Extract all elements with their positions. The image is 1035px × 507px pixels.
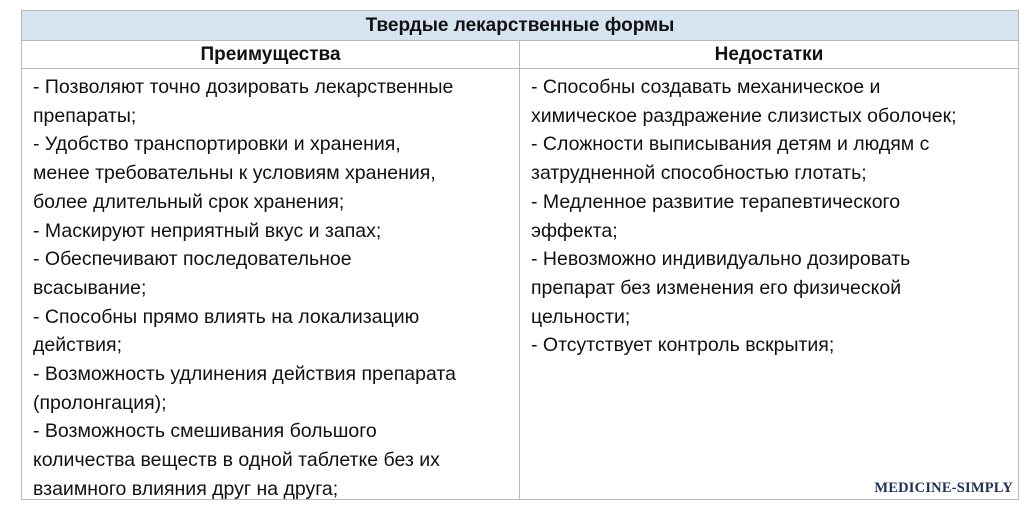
advantages-line: действия; (33, 334, 123, 357)
disadvantages-cell (520, 69, 1018, 499)
advantages-line: количества веществ в одной таблетке без их (33, 449, 440, 472)
disadvantages-line: - Невозможно индивидуально дозировать (531, 248, 911, 271)
disadvantages-line: - Сложности выписывания детям и людям с (531, 133, 930, 156)
table-title: Твердые лекарственные формы (22, 11, 1018, 41)
table-body-row (22, 69, 1018, 499)
disadvantages-line: затрудненной способностью глотать; (531, 162, 867, 185)
advantages-cell (22, 69, 520, 499)
disadvantages-line: - Медленное развитие терапевтического (531, 190, 901, 213)
advantages-line: (пролонгация); (33, 391, 167, 414)
advantages-line: всасывание; (33, 276, 147, 299)
disadvantages-line: - Отсутствует контроль вскрытия; (531, 334, 835, 357)
disadvantages-line: цельности; (531, 305, 631, 328)
advantages-line: взаимного влияния друг на друга; (33, 477, 339, 500)
advantages-line: более длительный срок хранения; (33, 190, 345, 213)
site-watermark: MEDICINE-SIMPLY (874, 480, 1013, 496)
disadvantages-line: препарат без изменения его физической (531, 276, 902, 299)
table-header-row (22, 41, 1018, 69)
disadvantages-line: - Способны создавать механическое и (531, 76, 881, 98)
advantages-line: - Маскируют неприятный вкус и запах; (33, 219, 382, 242)
advantages-line: - Возможность удлинения действия препарата (33, 363, 456, 386)
forms-table (21, 10, 1019, 500)
advantages-line: - Позволяют точно дозировать лекарственные (33, 76, 454, 98)
header-disadvantages: Недостатки (714, 43, 824, 65)
advantages-line: - Удобство транспортировки и хранения, (33, 133, 401, 156)
advantages-line: менее требовательны к условиям хранения, (33, 162, 436, 185)
disadvantages-line: эффекта; (531, 219, 618, 242)
advantages-line: - Возможность смешивания большого (33, 420, 377, 443)
advantages-line: - Обеспечивают последовательное (33, 248, 352, 271)
header-advantages: Преимущества (22, 41, 520, 68)
advantages-line: препараты; (33, 104, 137, 127)
disadvantages-line: химическое раздражение слизистых оболочек; (531, 104, 957, 127)
advantages-line: - Способны прямо влиять на локализацию (33, 305, 420, 328)
